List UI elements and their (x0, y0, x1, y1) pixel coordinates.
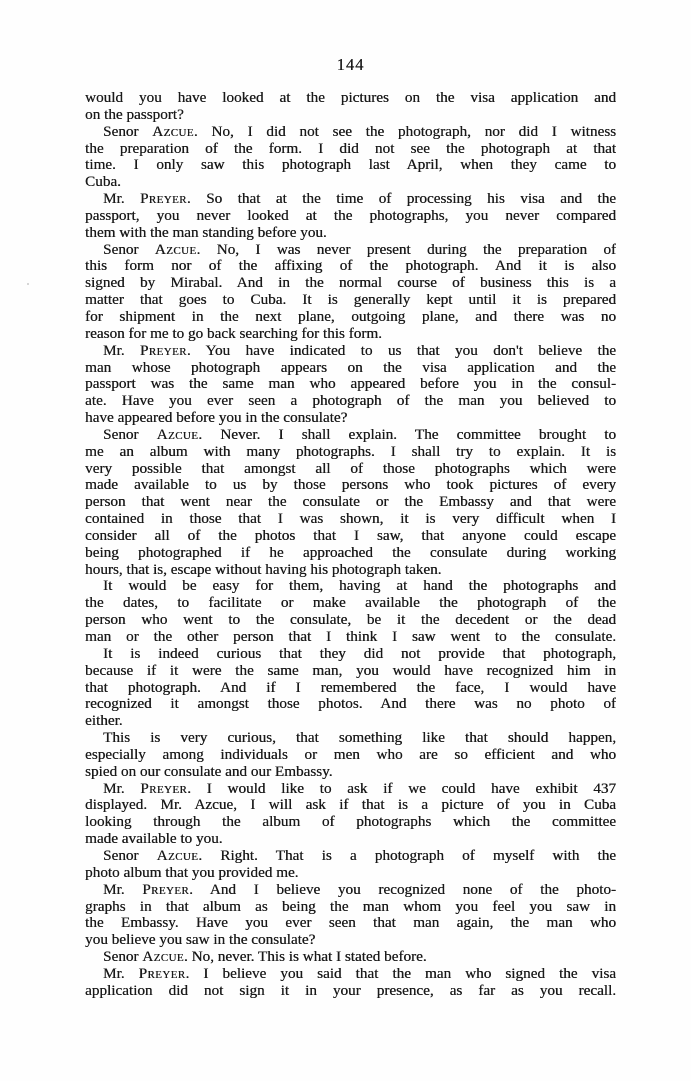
text-line: either. (85, 713, 123, 730)
paragraph (85, 882, 616, 949)
paragraph (85, 949, 616, 966)
text-line: Mr. Preyer. And I believe you recognized none of the photo- (103, 881, 616, 898)
text-line: on the passport? (85, 106, 184, 123)
text-line: person who went to the consulate, be it the decedent or the dead (85, 612, 616, 629)
page-number: 144 (336, 55, 365, 74)
text-line: them with the man standing before you. (85, 224, 327, 241)
text-line: matter that goes to Cuba. It is generally kept until it is prepared (85, 292, 616, 309)
text-line: Senor Azcue. Right. That is a photograph of myself with the (103, 847, 616, 864)
speaker-name: Preyer (142, 881, 190, 898)
paragraph (85, 242, 616, 343)
text-line: hours, that is, escape without having his photograph taken. (85, 561, 442, 578)
paragraph (85, 124, 616, 191)
paragraph (85, 781, 616, 848)
text-line: Cuba. (85, 174, 121, 191)
paragraph (85, 730, 616, 781)
text-line: that photograph. And if I remembered the face, I would have (85, 679, 616, 696)
speaker-name: Azcue (142, 949, 184, 966)
speaker-title: Mr. (103, 342, 140, 359)
text-line: you believe you saw in the consulate? (85, 932, 316, 949)
speaker-title: Mr. (103, 191, 140, 208)
text-line: spied on our consulate and our Embassy. (85, 763, 333, 780)
speaker-suffix: . (187, 780, 207, 797)
speaker-name: Azcue (156, 847, 199, 864)
text-line: would you have looked at the pictures on the visa application and (85, 90, 616, 106)
text-line: application did not sign it in your presence, as far as you recall. (85, 982, 616, 999)
paragraph (85, 90, 616, 124)
text-line: photo album that you provided me. (85, 864, 299, 881)
text-line: passport, you never looked at the photographs, you never compared (85, 207, 616, 224)
speaker-name: Preyer (138, 965, 186, 982)
text-line: time. I only saw this photograph last April, when they came to (85, 157, 616, 174)
text-block (85, 90, 616, 1000)
speaker-suffix: . (193, 123, 212, 140)
speaker-title: Senor (103, 123, 153, 140)
speaker-title: Senor (103, 949, 143, 966)
text-line: Mr. Preyer. You have indicated to us that you don't believe the (103, 342, 616, 359)
text-line: looking through the album of photographs which the committee (85, 814, 616, 831)
text-line: man whose photograph appears on the visa application and the (85, 359, 616, 376)
text-line: Mr. Preyer. So that at the time of processing his visa and the (103, 191, 616, 208)
speaker-title: Mr. (103, 965, 139, 982)
speaker-suffix: . (186, 191, 207, 208)
text-line: person that went near the consulate or the Embassy and that were (85, 494, 616, 511)
text-line: me an album with many photographs. I shall try to explain. It is (85, 443, 616, 460)
text-line: being photographed if he approached the consulate during working (85, 544, 616, 561)
paragraph (85, 578, 616, 645)
text-line: signed by Mirabal. And in the normal course of business this is a (85, 275, 616, 292)
speaker-name: Preyer (139, 342, 187, 359)
text-line: ate. Have you ever seen a photograph of the man you believed to (85, 393, 616, 410)
paragraph (85, 966, 616, 1000)
text-line: the preparation of the form. I did not see the photograph at that (85, 140, 616, 157)
text-line: made available to us by those persons who took pictures of every (85, 477, 616, 494)
paragraph (85, 191, 616, 242)
text-line: graphs in that album as being the man whom you feel you saw in (85, 898, 616, 915)
text-line: Mr. Preyer. I believe you said that the man who signed the visa (103, 965, 616, 982)
scan-speck (27, 283, 29, 285)
speaker-name: Azcue (156, 426, 199, 443)
text-line: made available to you. (85, 831, 223, 848)
speaker-suffix: . (186, 342, 206, 359)
text-line: It is indeed curious that they did not provide that photograph, (103, 645, 616, 662)
text-line: recognized it amongst those photos. And there was no photo of (85, 696, 616, 713)
text-line: It would be easy for them, having at hand the photographs and (103, 578, 616, 595)
speaker-title: Senor (103, 847, 157, 864)
speaker-title: Mr. (103, 881, 143, 898)
text-line: Senor Azcue. No, I was never present during the preparation of (103, 241, 616, 258)
text-line: especially among individuals or men who are so efficient and who (85, 746, 616, 763)
speaker-suffix: . (196, 241, 217, 258)
paragraph (85, 343, 616, 427)
speaker-suffix: . (198, 426, 221, 443)
text-line: the dates, to facilitate or make available the photograph of the (85, 595, 616, 612)
speaker-name: Azcue (152, 123, 194, 140)
paragraph (85, 427, 616, 579)
text-line: displayed. Mr. Azcue, I will ask if that is a picture of you in Cuba (85, 797, 616, 814)
speaker-name: Azcue (154, 241, 197, 258)
text-line: passport was the same man who appeared before you in the consul- (85, 376, 616, 393)
paragraph (85, 848, 616, 882)
text-line: man or the other person that I think I saw went to the consulate. (85, 629, 616, 645)
text-line: for shipment in the next plane, outgoing plane, and there was no (85, 308, 616, 325)
text-line: Senor Azcue. No, I did not see the photograph, nor did I witness (103, 123, 616, 140)
speaker-name: Preyer (139, 191, 187, 208)
text-line: because if it were the same man, you would have recognized him in (85, 662, 616, 679)
speaker-name: Preyer (140, 780, 188, 797)
speaker-title: Mr. (103, 780, 141, 797)
paragraph (85, 646, 616, 730)
speaker-suffix: . (185, 965, 204, 982)
speaker-suffix: . (189, 881, 210, 898)
text-line: Senor Azcue. Never. I shall explain. The committee brought to (103, 426, 616, 443)
speaker-suffix: . (198, 847, 221, 864)
text-line: this form nor of the affixing of the photograph. And it is also (85, 258, 616, 275)
text-line: Senor Azcue. No, never. This is what I stated before. (103, 949, 427, 966)
text-line: Mr. Preyer. I would like to ask if we could have exhibit 437 (103, 780, 616, 797)
text-line: reason for me to go back searching for this form. (85, 325, 382, 342)
text-line: This is very curious, that something like that should happen, (103, 730, 616, 747)
text-line: very possible that amongst all of those photographs which were (85, 460, 616, 477)
speaker-title: Senor (103, 241, 155, 258)
text-line: have appeared before you in the consulate? (85, 410, 348, 427)
speaker-title: Senor (103, 426, 157, 443)
text-line: contained in those that I was shown, it is very difficult when I (85, 511, 616, 528)
text-line: consider all of the photos that I saw, that anyone could escape (85, 527, 616, 544)
speaker-suffix: . (183, 949, 192, 966)
text-line: the Embassy. Have you ever seen that man again, the man who (85, 915, 616, 932)
